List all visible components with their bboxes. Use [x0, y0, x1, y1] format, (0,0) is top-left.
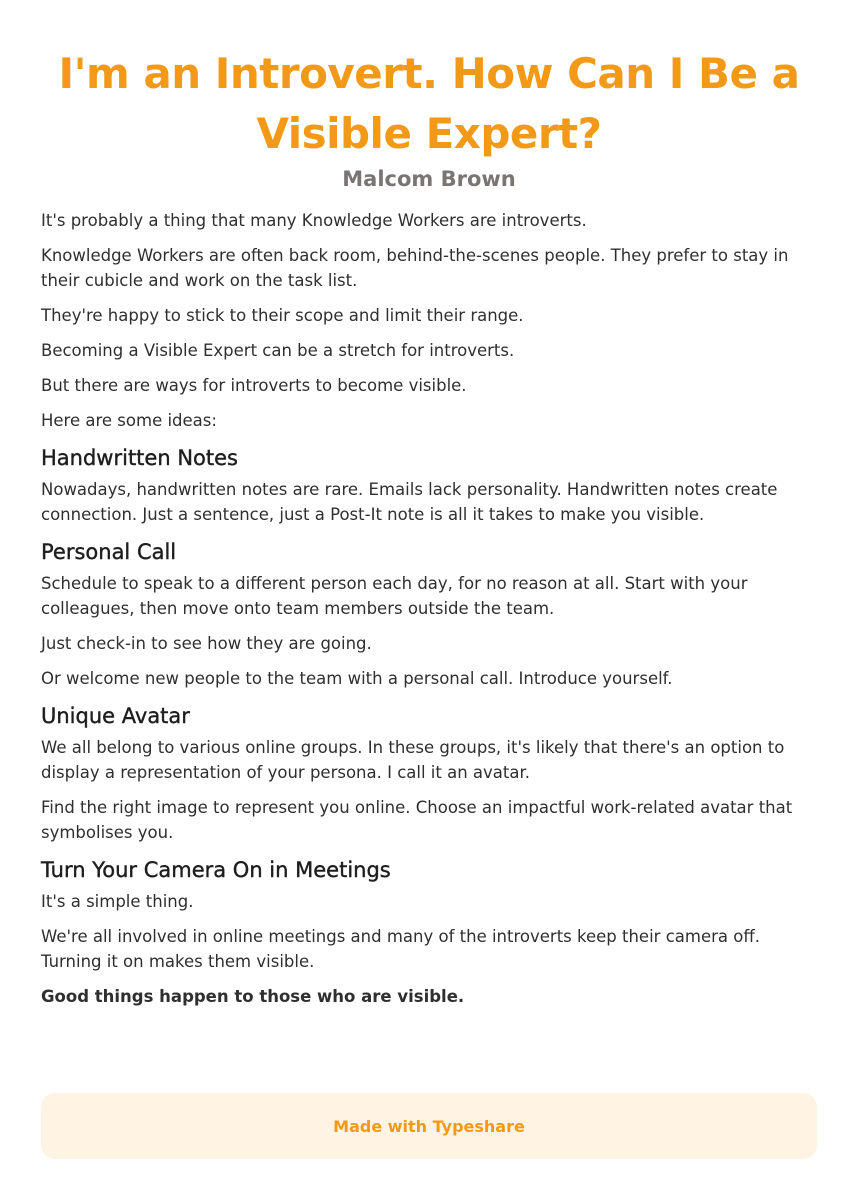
section-camera-on	[41, 855, 817, 974]
article-body	[41, 208, 817, 1009]
section-unique-avatar	[41, 701, 817, 845]
footer-label[interactable]: Made with Typeshare	[333, 1116, 525, 1136]
section-handwritten-notes	[41, 443, 817, 527]
section-heading: Handwritten Notes	[41, 446, 238, 470]
intro-paragraph: Becoming a Visible Expert can be a stretch for introverts.	[41, 341, 515, 360]
closing-statement: Good things happen to those who are visible.	[41, 987, 465, 1006]
intro-paragraph: Knowledge Workers are often back room, behind-the-scenes people. They prefer to stay in their cubicle and work on the task list.	[41, 246, 789, 290]
section-paragraph: It's a simple thing.	[41, 892, 194, 911]
section-paragraph: Nowadays, handwritten notes are rare. Emails lack personality. Handwritten notes create connection. Just a sentence, just a Post-It note is all it takes to make you visible.	[41, 480, 778, 524]
section-paragraph: Schedule to speak to a different person each day, for no reason at all. Start with your colleagues, then move onto team members outside the team.	[41, 574, 748, 618]
intro-paragraph: They're happy to stick to their scope and limit their range.	[41, 306, 524, 325]
section-heading: Personal Call	[41, 540, 177, 564]
section-paragraph: We're all involved in online meetings and many of the introverts keep their camera off. Turning it on makes them visible.	[41, 927, 760, 971]
author-name: Malcom Brown	[342, 167, 516, 191]
article	[41, 0, 817, 1019]
section-personal-call	[41, 537, 817, 691]
section-paragraph: Just check-in to see how they are going.	[41, 634, 372, 653]
article-title: I'm an Introvert. How Can I Be a Visible Expert?	[58, 49, 800, 158]
section-paragraph: Or welcome new people to the team with a personal call. Introduce yourself.	[41, 669, 673, 688]
section-paragraph: Find the right image to represent you online. Choose an impactful work-related avatar that symbolises you.	[41, 798, 793, 842]
intro-paragraph: Here are some ideas:	[41, 411, 217, 430]
intro-paragraph: It's probably a thing that many Knowledge Workers are introverts.	[41, 211, 587, 230]
made-with-typeshare-banner[interactable]	[41, 1093, 817, 1159]
intro-paragraph: But there are ways for introverts to become visible.	[41, 376, 467, 395]
section-heading: Turn Your Camera On in Meetings	[41, 858, 391, 882]
section-heading: Unique Avatar	[41, 704, 190, 728]
section-paragraph: We all belong to various online groups. In these groups, it's likely that there's an option to display a representation of your persona. I call it an avatar.	[41, 738, 785, 782]
